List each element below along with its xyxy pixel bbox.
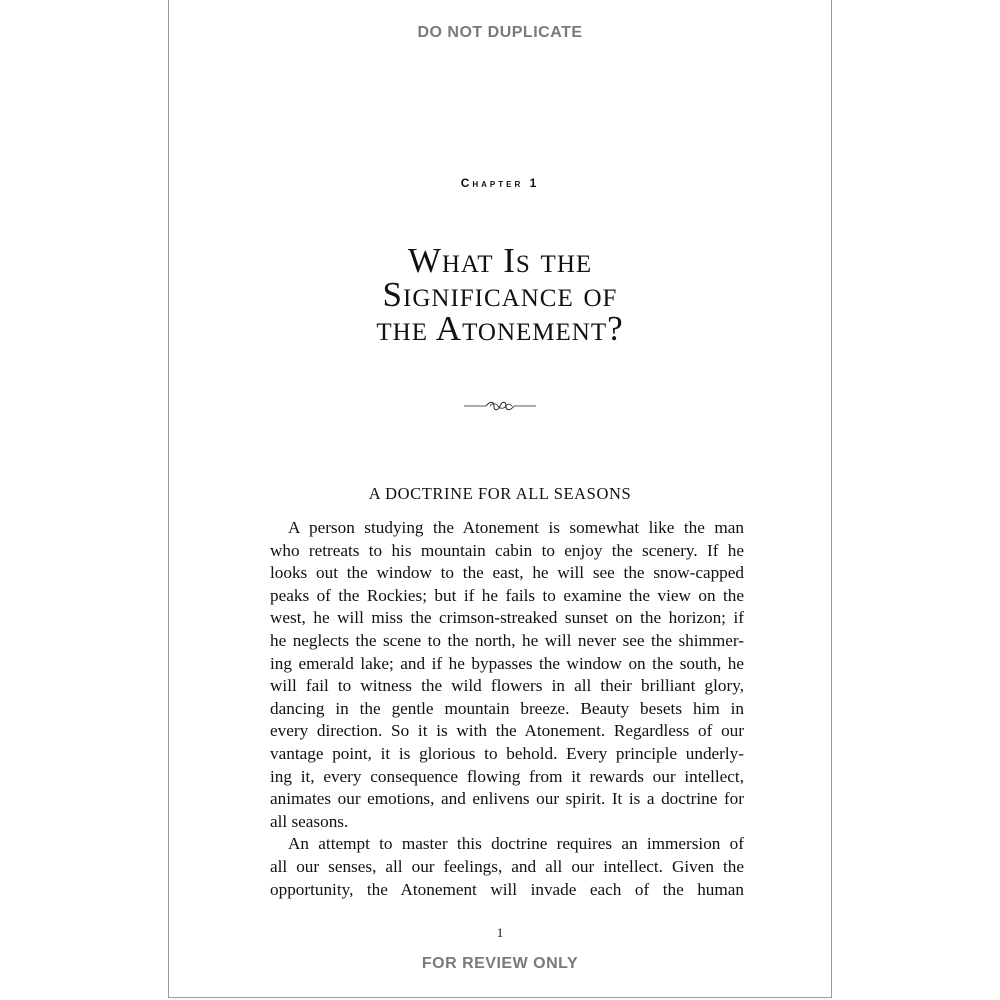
- text-line: all our senses, all our feelings, and all our intellect. Given the: [270, 856, 744, 876]
- text-line: ing emerald lake; and if he bypasses the window on the south, he: [270, 653, 744, 673]
- chapter-title-line: the Atonement?: [376, 309, 624, 348]
- text-line: vantage point, it is glorious to behold. Every principle underly-: [270, 743, 744, 763]
- text-line: west, he will miss the crimson-streaked sunset on the horizon; if: [270, 608, 744, 628]
- text-line: peaks of the Rockies; but if he fails to examine the view on the: [270, 585, 744, 605]
- text-line: who retreats to his mountain cabin to enjoy the scenery. If he: [270, 540, 744, 560]
- watermark-top: DO NOT DUPLICATE: [417, 24, 583, 41]
- section-heading: A DOCTRINE FOR ALL SEASONS: [368, 484, 632, 503]
- text-line: every direction. So it is with the Atonement. Regardless of our: [270, 721, 744, 741]
- text-line: all seasons.: [270, 811, 349, 831]
- text-line: will fail to witness the wild flowers in all their brilliant glory,: [270, 676, 744, 696]
- chapter-label: Chapter 1: [460, 176, 540, 190]
- text-line: opportunity, the Atonement will invade each of the human: [270, 879, 744, 899]
- text-line: An attempt to master this doctrine requires an immersion of: [288, 834, 744, 854]
- chapter-title-line: Significance of: [382, 275, 618, 314]
- page-number: 1: [496, 925, 504, 940]
- watermark-bottom: FOR REVIEW ONLY: [421, 955, 579, 972]
- paragraph: [270, 833, 744, 901]
- text-line: animates our emotions, and enlivens our spirit. It is a doctrine for: [270, 789, 744, 809]
- text-line: dancing in the gentle mountain breeze. Beauty besets him in: [270, 698, 744, 718]
- flourish-divider-icon: [464, 399, 536, 413]
- chapter-title-line: What Is the: [407, 241, 593, 280]
- text-line: he neglects the scene to the north, he will never see the shimmer-: [270, 630, 744, 650]
- text-line: looks out the window to the east, he will see the snow-capped: [270, 563, 744, 583]
- paragraph: [270, 517, 744, 833]
- chapter-title: [0, 241, 1000, 348]
- text-line: ing it, every consequence flowing from it rewards our intellect,: [270, 766, 744, 786]
- body-text: [270, 517, 744, 901]
- text-line: A person studying the Atonement is somewhat like the man: [288, 518, 744, 537]
